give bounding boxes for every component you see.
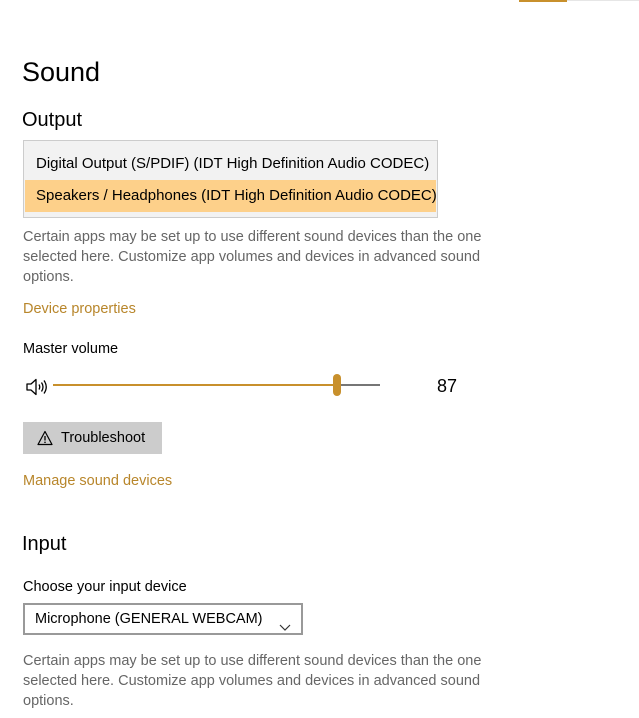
output-heading: Output [22,109,83,131]
page-title: Sound [22,57,101,87]
master-volume-value: 87 [437,376,458,396]
output-device-option-selected[interactable]: Speakers / Headphones (IDT High Definition Audio CODEC) [25,180,436,212]
choose-input-device-label: Choose your input device [23,579,187,595]
warning-icon [37,430,53,446]
input-device-select[interactable] [23,603,303,635]
output-device-list[interactable] [23,140,438,218]
nav-divider [567,0,639,1]
master-volume-label: Master volume [23,341,119,357]
speaker-volume-icon[interactable] [25,376,49,398]
manage-sound-devices-link[interactable]: Manage sound devices [23,473,173,489]
slider-thumb[interactable] [333,374,341,396]
input-heading: Input [22,533,67,555]
output-help-text: Certain apps may be set up to use different sound devices than the one selected here. Customize app volumes and devices in advanced sound options. [23,229,482,285]
troubleshoot-button[interactable] [23,422,162,454]
chevron-down-icon [279,614,291,624]
troubleshoot-label: Troubleshoot [61,430,146,446]
input-device-value: Microphone (GENERAL WEBCAM) [35,611,263,627]
nav-accent-underline [519,0,567,2]
slider-fill [53,384,337,386]
device-properties-link[interactable]: Device properties [23,301,136,317]
input-help-text: Certain apps may be set up to use different sound devices than the one selected here. Customize app volumes and devices in advanced sound options. [23,653,482,709]
master-volume-slider[interactable] [53,372,380,400]
output-device-option[interactable]: Digital Output (S/PDIF) (IDT High Definition Audio CODEC) [36,155,430,172]
